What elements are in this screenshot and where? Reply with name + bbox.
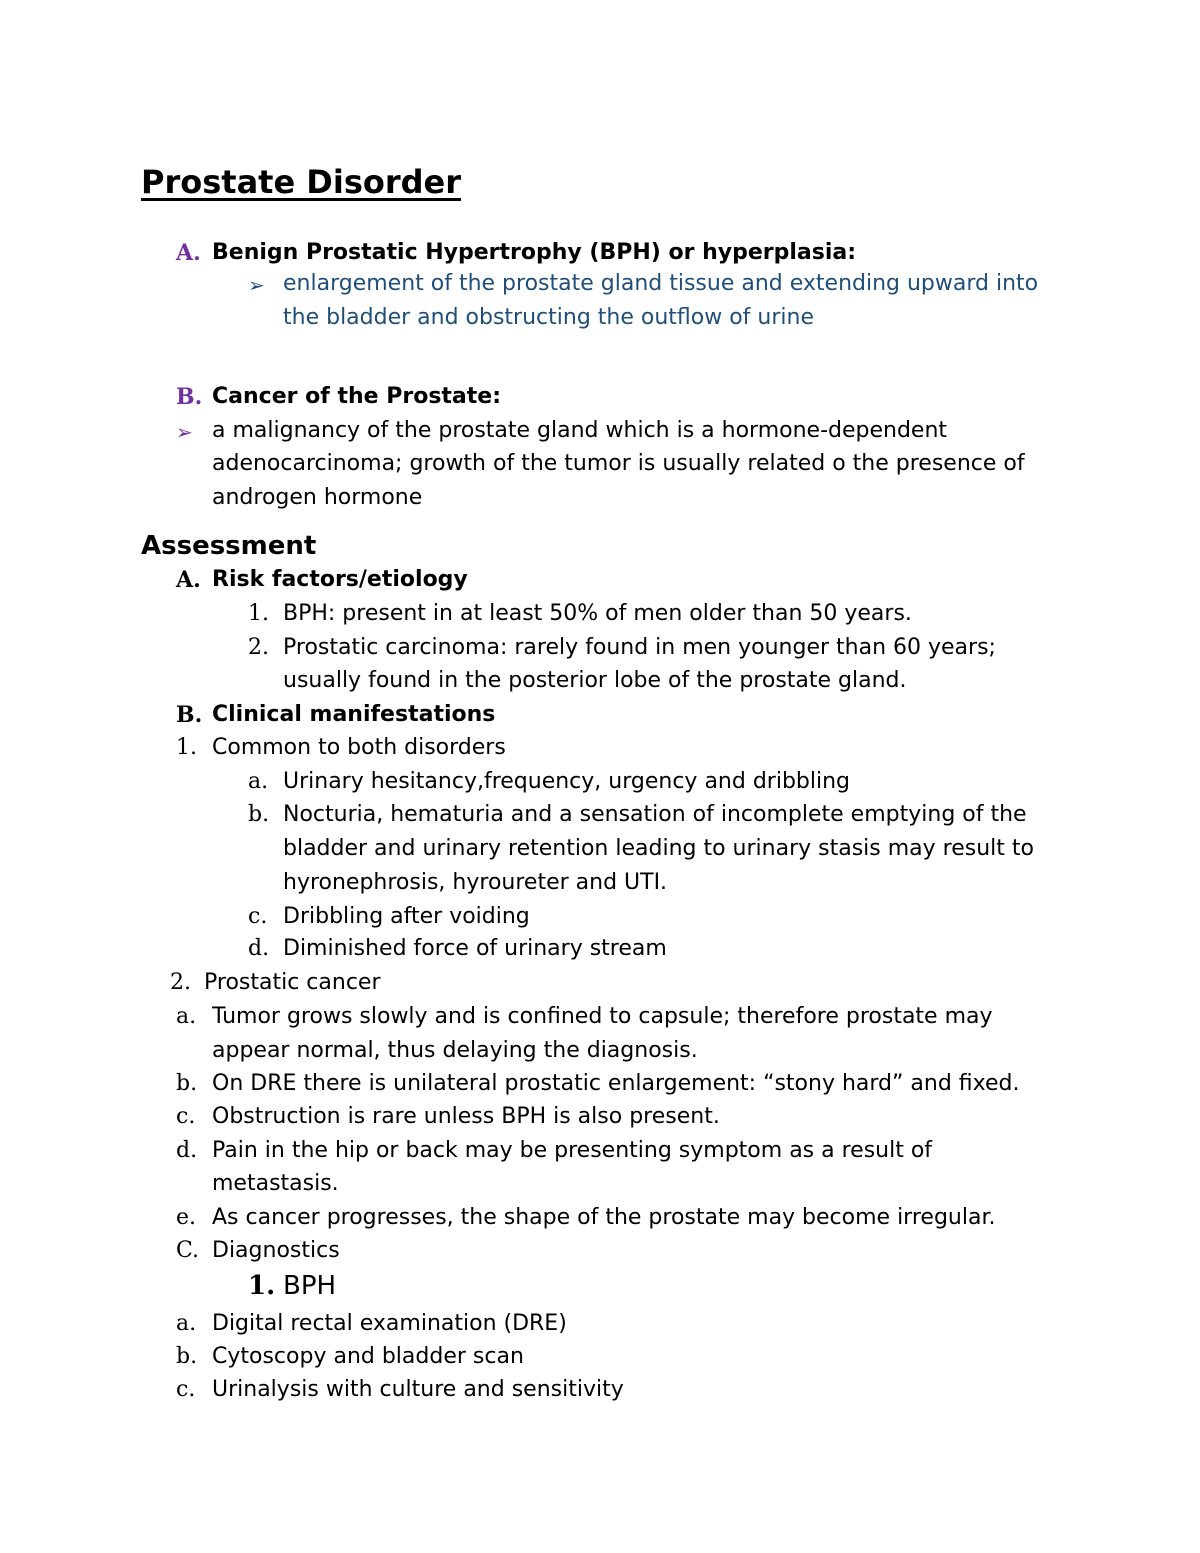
list-item: metastasis. [212, 1171, 339, 1196]
risk-item-num: 2. [248, 635, 269, 660]
clinical-marker: B. [176, 702, 203, 728]
clinical-heading: Clinical manifestations [212, 702, 496, 727]
risk-item-text: BPH: present in at least 50% of men older than 50 years. [283, 601, 912, 626]
section-a-heading: Benign Prostatic Hypertrophy (BPH) or hyperplasia: [212, 240, 857, 265]
list-item: Urinary hesitancy,frequency, urgency and dribbling [283, 769, 851, 794]
list-letter: b. [248, 802, 270, 827]
section-b-heading: Cancer of the Prostate: [212, 384, 502, 409]
risk-item-num: 1. [248, 601, 269, 626]
section-a-marker: A. [176, 240, 201, 266]
assessment-heading: Assessment [141, 531, 317, 561]
list-letter: b. [176, 1344, 198, 1369]
list-item: Pain in the hip or back may be presenting symptom as a result of [212, 1138, 933, 1163]
list-letter: c. [176, 1377, 196, 1402]
list-letter: b. [176, 1071, 198, 1096]
list-letter: e. [176, 1205, 197, 1230]
common-label: Common to both disorders [212, 735, 506, 760]
section-b-bullet-line1: a malignancy of the prostate gland which is a hormone-dependent [212, 418, 948, 443]
list-letter: a. [248, 769, 269, 794]
list-letter: c. [176, 1104, 196, 1129]
list-letter: c. [248, 904, 268, 929]
section-b-bullet-line2: adenocarcinoma; growth of the tumor is usually related o the presence of [212, 451, 1025, 476]
arrow-bullet-icon: ➢ [176, 420, 193, 444]
list-letter: d. [176, 1138, 198, 1163]
list-item: Urinalysis with culture and sensitivity [212, 1377, 624, 1402]
list-item: hyronephrosis, hyroureter and UTI. [283, 870, 668, 895]
list-item: Diminished force of urinary stream [283, 936, 667, 961]
list-item: Digital rectal examination (DRE) [212, 1311, 567, 1336]
diagnostics-heading: Diagnostics [212, 1238, 340, 1263]
risk-marker: A. [176, 567, 201, 593]
arrow-bullet-icon: ➢ [248, 273, 265, 297]
section-a-bullet-line1: enlargement of the prostate gland tissue and extending upward into [283, 271, 1039, 296]
common-num: 1. [176, 735, 197, 760]
bph-num: 1. [248, 1271, 276, 1301]
list-item: Cytoscopy and bladder scan [212, 1344, 524, 1369]
section-a-bullet-line2: the bladder and obstructing the outflow of urine [283, 305, 814, 330]
list-letter: a. [176, 1311, 197, 1336]
list-item: Obstruction is rare unless BPH is also present. [212, 1104, 720, 1129]
bph-label: BPH [283, 1271, 337, 1301]
diagnostics-marker: C. [176, 1238, 200, 1263]
list-item: Nocturia, hematuria and a sensation of incomplete emptying of the [283, 802, 1027, 827]
list-item: On DRE there is unilateral prostatic enlargement: “stony hard” and fixed. [212, 1071, 1020, 1096]
risk-item-text: Prostatic carcinoma: rarely found in men younger than 60 years; [283, 635, 996, 660]
list-item: Dribbling after voiding [283, 904, 530, 929]
list-item: bladder and urinary retention leading to urinary stasis may result to [283, 836, 1034, 861]
risk-heading: Risk factors/etiology [212, 567, 468, 592]
list-item: As cancer progresses, the shape of the prostate may become irregular. [212, 1205, 996, 1230]
page-title: Prostate Disorder [141, 163, 462, 201]
risk-item-text: usually found in the posterior lobe of the prostate gland. [283, 668, 907, 693]
list-letter: d. [248, 936, 270, 961]
list-item: Tumor grows slowly and is confined to capsule; therefore prostate may [212, 1004, 993, 1029]
list-item: appear normal, thus delaying the diagnosis. [212, 1038, 698, 1063]
cancer-label: Prostatic cancer [204, 970, 381, 995]
section-b-marker: B. [176, 384, 203, 410]
cancer-num: 2. [170, 970, 191, 995]
section-b-bullet-line3: androgen hormone [212, 485, 423, 510]
list-letter: a. [176, 1004, 197, 1029]
